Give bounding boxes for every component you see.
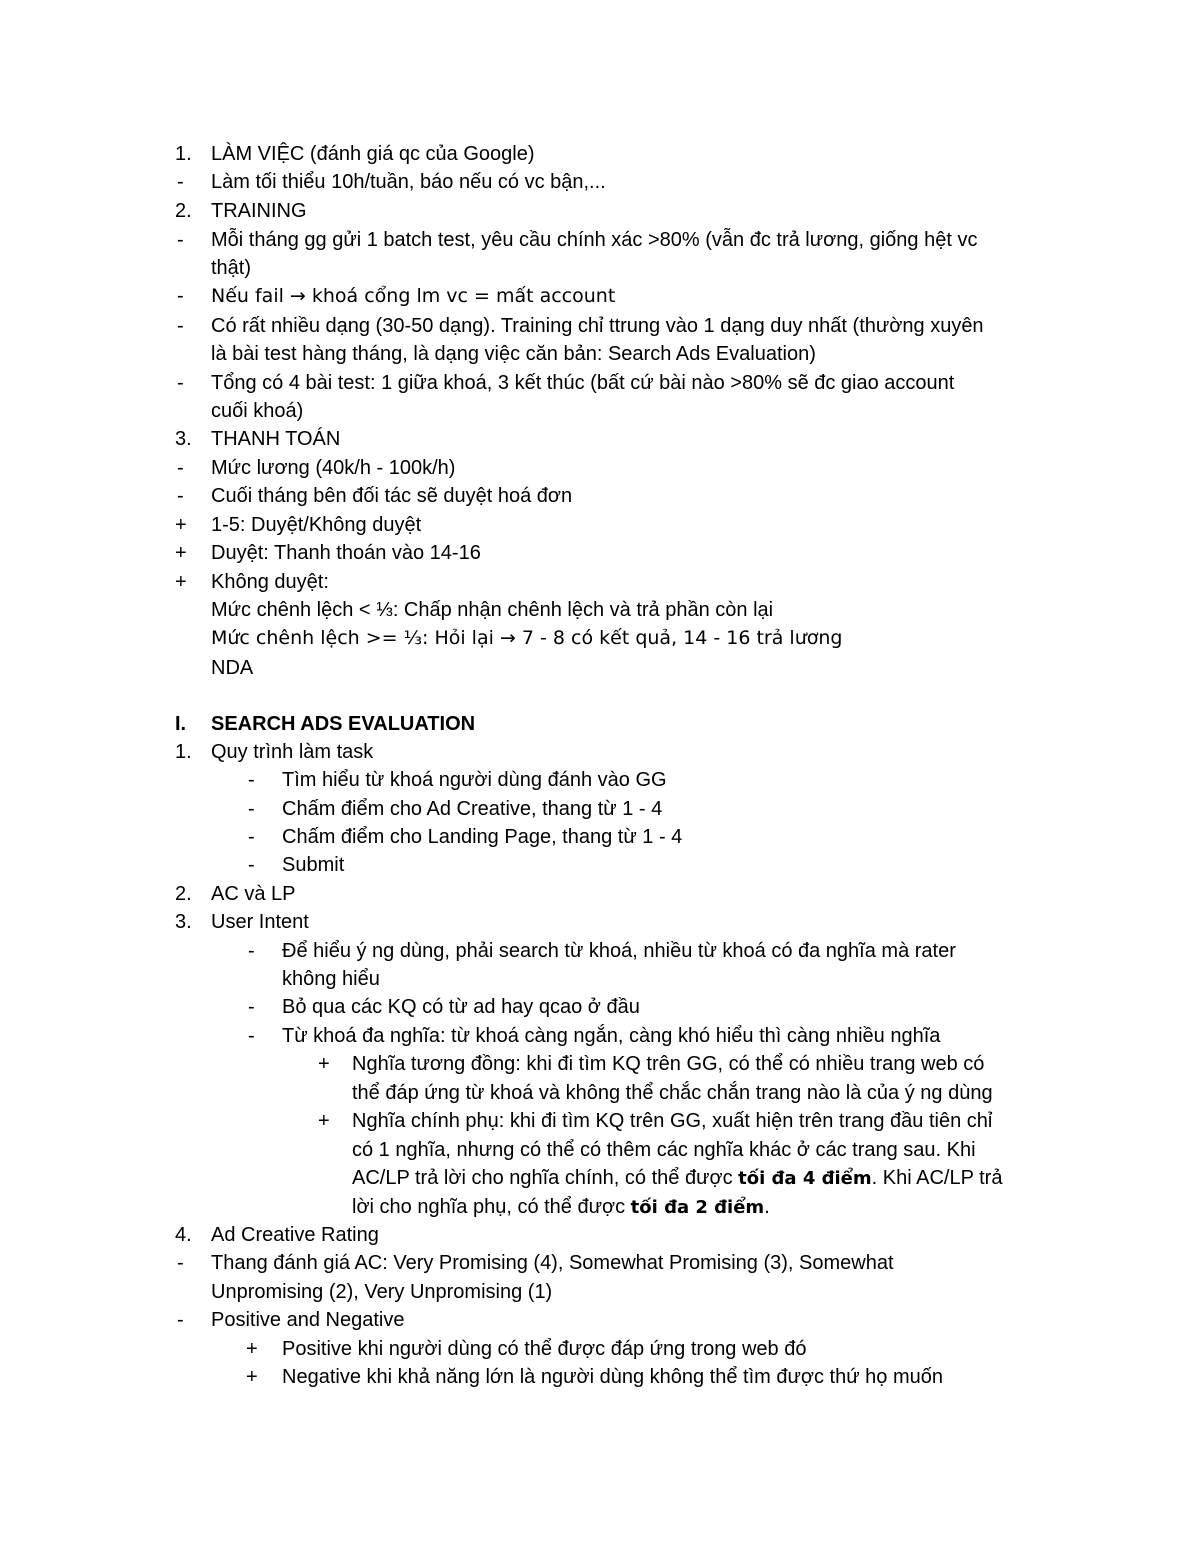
list-marker: + xyxy=(318,1110,330,1132)
list-item xyxy=(0,425,1200,453)
list-text: User Intent xyxy=(211,911,309,933)
list-text: Ad Creative Rating xyxy=(211,1224,379,1246)
list-marker: 1. xyxy=(175,143,192,165)
list-text: có 1 nghĩa, nhưng có thể có thêm các nghĩa khác ở các trang sau. Khi xyxy=(352,1139,976,1161)
list-marker: - xyxy=(177,1309,184,1331)
list-marker: - xyxy=(248,854,255,876)
list-item xyxy=(0,1249,1200,1277)
list-item xyxy=(0,880,1200,908)
list-item-continuation xyxy=(0,596,1200,624)
list-item xyxy=(0,539,1200,567)
list-text-rich xyxy=(352,1164,1002,1193)
list-item-continuation xyxy=(0,624,1200,652)
list-text: TRAINING xyxy=(211,200,307,222)
list-text: Mức chênh lệch < ⅓: Chấp nhận chênh lệch và trả phần còn lại xyxy=(211,599,774,621)
list-text: thật) xyxy=(211,257,252,279)
list-marker: - xyxy=(177,1252,184,1274)
list-marker: - xyxy=(177,485,184,507)
list-item-continuation xyxy=(0,397,1200,425)
list-marker: - xyxy=(177,171,184,193)
list-item xyxy=(0,1363,1200,1391)
list-text: Tìm hiểu từ khoá người dùng đánh vào GG xyxy=(282,769,667,791)
list-marker: + xyxy=(175,514,187,536)
list-text: Từ khoá đa nghĩa: từ khoá càng ngắn, càng khó hiểu thì càng nhiều nghĩa xyxy=(282,1025,941,1047)
list-marker: 3. xyxy=(175,911,192,933)
list-text: Negative khi khả năng lớn là người dùng không thể tìm được thứ họ muốn xyxy=(282,1366,944,1388)
list-item-continuation xyxy=(0,1136,1200,1164)
list-item xyxy=(0,168,1200,196)
list-marker: - xyxy=(248,826,255,848)
list-item xyxy=(0,197,1200,225)
list-text: Positive and Negative xyxy=(211,1309,405,1331)
list-item-continuation xyxy=(0,1278,1200,1306)
list-marker: 3. xyxy=(175,428,192,450)
list-item xyxy=(0,140,1200,168)
list-item xyxy=(0,795,1200,823)
list-item xyxy=(0,908,1200,936)
list-text: Để hiểu ý ng dùng, phải search từ khoá, nhiều từ khoá có đa nghĩa mà rater xyxy=(282,940,956,962)
list-item xyxy=(0,1107,1200,1135)
list-item xyxy=(0,1022,1200,1050)
list-marker: + xyxy=(246,1366,258,1388)
list-marker: - xyxy=(177,372,184,394)
list-text: Không duyệt: xyxy=(211,571,329,593)
list-item-continuation xyxy=(0,1164,1200,1192)
list-text: thể đáp ứng từ khoá và không thể chắc chắn trang nào là của ý ng dùng xyxy=(352,1082,993,1104)
list-item xyxy=(0,1335,1200,1363)
list-marker: 4. xyxy=(175,1224,192,1246)
list-item xyxy=(0,282,1200,310)
list-text: Mức lương (40k/h - 100k/h) xyxy=(211,457,456,479)
list-marker: + xyxy=(175,571,187,593)
list-item xyxy=(0,823,1200,851)
text-run: . xyxy=(764,1196,770,1218)
list-text: Nếu fail → khoá cổng lm vc = mất account xyxy=(211,285,616,307)
list-marker: 1. xyxy=(175,741,192,763)
section-numeral: I. xyxy=(175,713,187,735)
list-item xyxy=(0,454,1200,482)
list-marker: - xyxy=(177,229,184,251)
list-marker: - xyxy=(248,996,255,1018)
list-marker: + xyxy=(246,1338,258,1360)
list-item xyxy=(0,369,1200,397)
list-text: Unpromising (2), Very Unpromising (1) xyxy=(211,1281,553,1303)
list-marker: - xyxy=(177,457,184,479)
list-item xyxy=(0,226,1200,254)
list-item-continuation xyxy=(0,965,1200,993)
list-item-continuation xyxy=(0,254,1200,282)
list-marker: + xyxy=(175,542,187,564)
list-text: Quy trình làm task xyxy=(211,741,374,763)
list-marker: 2. xyxy=(175,200,192,222)
list-text: Thang đánh giá AC: Very Promising (4), Somewhat Promising (3), Somewhat xyxy=(211,1252,894,1274)
emphasis-text: tối đa 2 điểm xyxy=(630,1197,765,1218)
list-marker: - xyxy=(177,315,184,337)
list-text: Mức chênh lệch >= ⅓: Hỏi lại → 7 - 8 có kết quả, 14 - 16 trả lương xyxy=(211,627,843,649)
list-text: Submit xyxy=(282,854,345,876)
list-item xyxy=(0,482,1200,510)
list-item xyxy=(0,312,1200,340)
list-marker: - xyxy=(248,1025,255,1047)
list-marker: - xyxy=(248,940,255,962)
list-item xyxy=(0,766,1200,794)
text-run: lời cho nghĩa phụ, có thể được xyxy=(352,1196,631,1218)
list-text: Cuối tháng bên đối tác sẽ duyệt hoá đơn xyxy=(211,485,573,507)
list-item xyxy=(0,937,1200,965)
text-run: AC/LP trả lời cho nghĩa chính, có thể được xyxy=(352,1167,739,1189)
list-item xyxy=(0,568,1200,596)
list-marker: + xyxy=(318,1053,330,1075)
list-text: là bài test hàng tháng, là dạng việc căn bản: Search Ads Evaluation) xyxy=(211,343,816,365)
list-text: THANH TOÁN xyxy=(211,428,341,450)
list-text: Chấm điểm cho Landing Page, thang từ 1 - 4 xyxy=(282,826,683,848)
list-text: Tổng có 4 bài test: 1 giữa khoá, 3 kết thúc (bất cứ bài nào >80% sẽ đc giao account xyxy=(211,372,955,394)
list-marker: 2. xyxy=(175,883,192,905)
list-item xyxy=(0,738,1200,766)
list-text: không hiểu xyxy=(282,968,380,990)
list-item-continuation xyxy=(0,654,1200,682)
list-text: Duyệt: Thanh thoán vào 14-16 xyxy=(211,542,481,564)
list-marker: - xyxy=(177,285,184,307)
text-run: . Khi AC/LP trả xyxy=(871,1167,1003,1189)
list-text: Làm tối thiểu 10h/tuần, báo nếu có vc bận,... xyxy=(211,171,606,193)
list-item xyxy=(0,1221,1200,1249)
list-text: NDA xyxy=(211,657,254,679)
list-text: AC và LP xyxy=(211,883,296,905)
list-text: Chấm điểm cho Ad Creative, thang từ 1 - 4 xyxy=(282,798,663,820)
list-item-continuation xyxy=(0,340,1200,368)
section-heading xyxy=(0,710,1200,738)
list-text: Nghĩa tương đồng: khi đi tìm KQ trên GG, có thể có nhiều trang web có xyxy=(352,1053,985,1075)
list-text: Có rất nhiều dạng (30-50 dạng). Training chỉ ttrung vào 1 dạng duy nhất (thường xuyên xyxy=(211,315,984,337)
list-text: 1-5: Duyệt/Không duyệt xyxy=(211,514,422,536)
list-text-rich xyxy=(352,1193,770,1222)
list-item xyxy=(0,1306,1200,1334)
list-text: Mỗi tháng gg gửi 1 batch test, yêu cầu chính xác >80% (vẫn đc trả lương, giống hệt vc xyxy=(211,229,978,251)
list-item xyxy=(0,1050,1200,1078)
list-item-continuation xyxy=(0,1079,1200,1107)
list-item xyxy=(0,851,1200,879)
list-item-continuation xyxy=(0,1193,1200,1221)
list-item xyxy=(0,511,1200,539)
emphasis-text: tối đa 4 điểm xyxy=(738,1168,872,1189)
list-item xyxy=(0,993,1200,1021)
list-text: LÀM VIỆC (đánh giá qc của Google) xyxy=(211,143,535,165)
list-marker: - xyxy=(248,769,255,791)
section-title: SEARCH ADS EVALUATION xyxy=(211,713,476,735)
list-text: Nghĩa chính phụ: khi đi tìm KQ trên GG, xuất hiện trên trang đầu tiên chỉ xyxy=(352,1110,993,1132)
list-text: cuối khoá) xyxy=(211,400,304,422)
list-text: Bỏ qua các KQ có từ ad hay qcao ở đầu xyxy=(282,996,640,1018)
list-text: Positive khi người dùng có thể được đáp ứng trong web đó xyxy=(282,1338,807,1360)
list-marker: - xyxy=(248,798,255,820)
